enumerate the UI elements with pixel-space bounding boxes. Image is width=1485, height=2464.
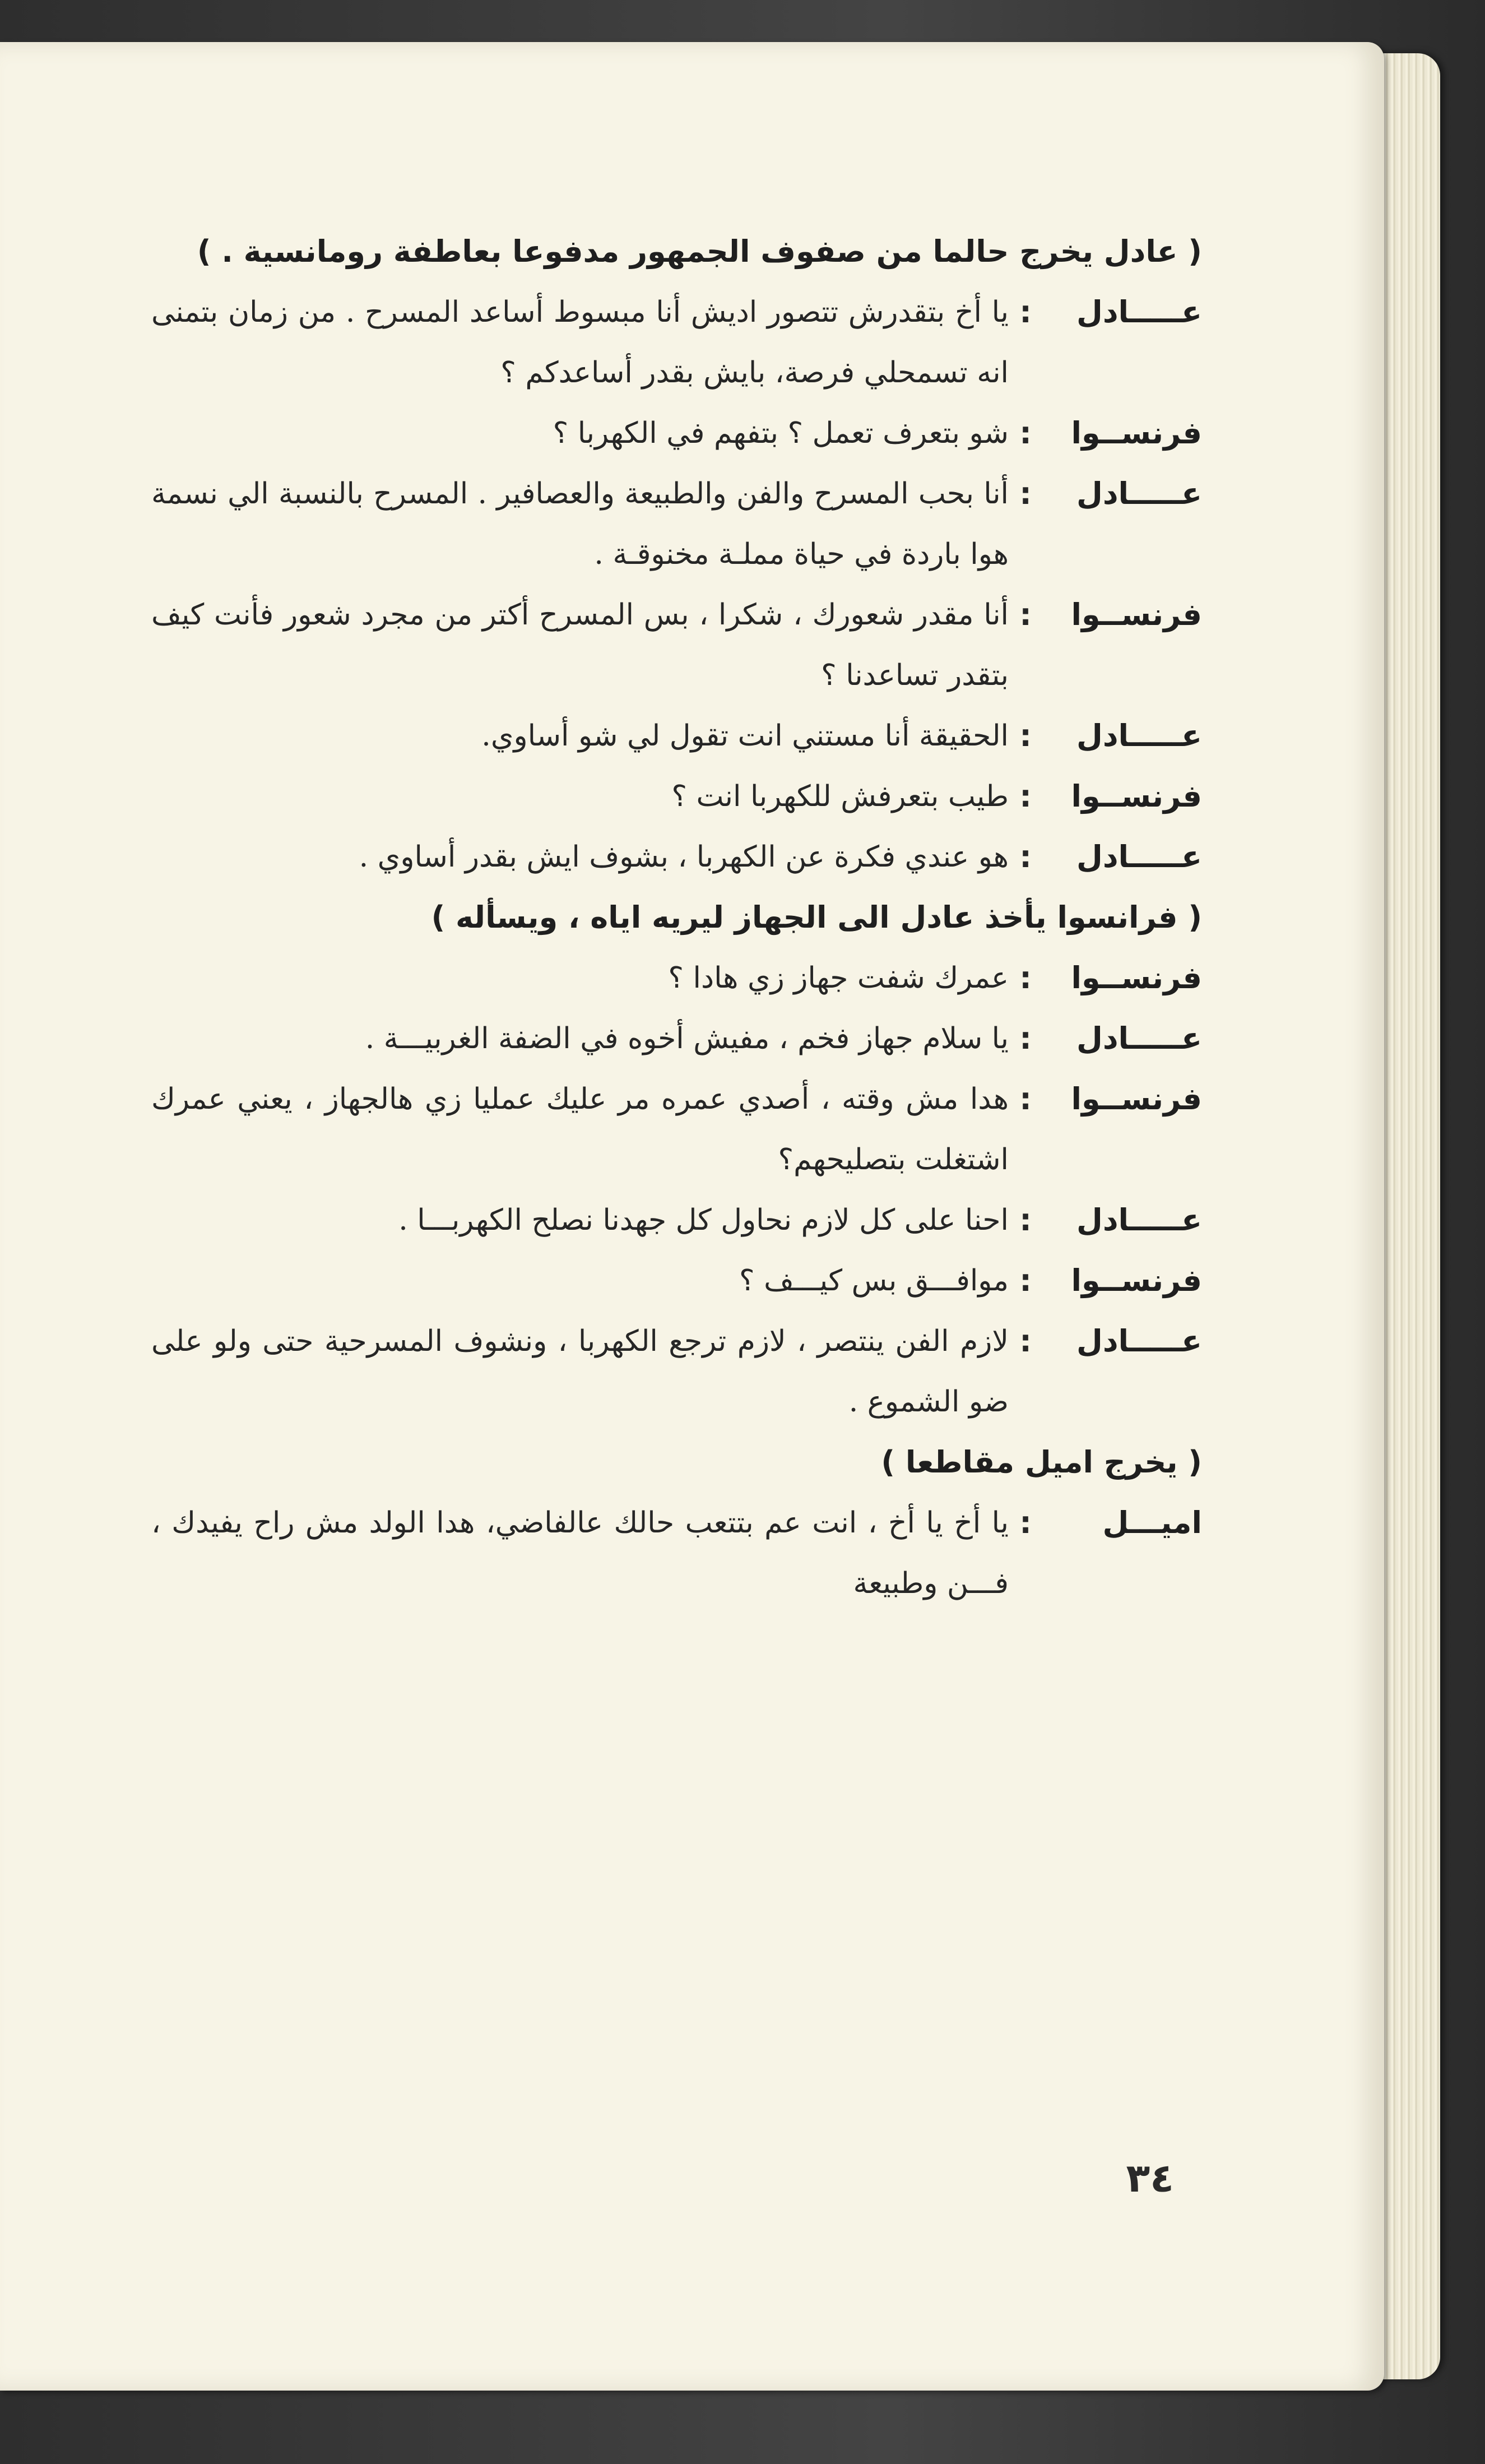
dialogue-text: يا أخ بتقدرش تتصور اديش أنا مبسوط أساعد المسرح . من زمان بتمنى انه تسمحلي فرصة، بايش بقدر أساعدكم ؟ [151,295,1009,390]
dialogue-text: طيب بتعرفش للكهربا انت ؟ [671,780,1009,813]
dialogue-line [151,1493,1202,1614]
dialogue-line [151,585,1202,706]
speaker-colon: : [1019,960,1032,995]
speaker-name: عـــــادل [1076,718,1202,753]
dialogue-line [151,403,1202,464]
dialogue-line [151,706,1202,766]
stage-direction: ( فرانسوا يأخذ عادل الى الجهاز ليريه اياه ، ويسأله ) [431,900,1202,935]
dialogue-line [151,1008,1202,1069]
speaker-name: فرنســوا [1071,597,1202,632]
dialogue-text: لازم الفن ينتصر ، لازم ترجع الكهربا ، ونشوف المسرحية حتى ولو على ضو الشموع . [151,1324,1009,1419]
dialogue-text: هدا مش وقته ، أصدي عمره مر عليك عمليا زي هالجهاز ، يعني عمرك اشتغلت بتصليحهم؟ [151,1082,1009,1177]
speaker-name: عـــــادل [1076,294,1202,330]
dialogue-text: أنا مقدر شعورك ، شكرا ، بس المسرح أكتر من مجرد شعور فأنت كيف بتقدر تساعدنا ؟ [151,598,1009,692]
dialogue-text: عمرك شفت جهاز زي هادا ؟ [668,961,1009,995]
speaker-name: فرنســوا [1071,1263,1202,1298]
speaker-colon: : [1019,779,1032,814]
speaker-colon: : [1019,1263,1032,1298]
speaker-name: فرنســوا [1071,1081,1202,1117]
speaker-colon: : [1019,1021,1032,1056]
dialogue-line [151,1250,1202,1311]
speaker-colon: : [1019,1081,1032,1117]
dialogue-text: أنا بحب المسرح والفن والطبيعة والعصافير . المسرح بالنسبة الي نسمة هوا باردة في حياة مملـة مخنوقـة . [151,477,1009,571]
dialogue-line [151,1311,1202,1432]
speaker-name: اميـــل [1102,1505,1202,1540]
speaker-name: فرنســوا [1071,779,1202,814]
dialogue-text: هو عندي فكرة عن الكهربا ، بشوف ايش بقدر أساوي . [359,840,1009,874]
speaker-colon: : [1019,1323,1032,1359]
speaker-name: عـــــادل [1076,1021,1202,1056]
dialogue-line [151,1069,1202,1190]
stage-direction: ( يخرج اميل مقاطعا ) [881,1444,1202,1480]
dialogue-text: الحقيقة أنا مستني انت تقول لي شو أساوي. [481,719,1009,753]
dialogue-text: يا أخ يا أخ ، انت عم بتتعب حالك عالفاضي، هدا الولد مش راح يفيدك ، فـــن وطبيعة [151,1506,1009,1600]
dialogue-line [151,766,1202,827]
dialogue-line [151,464,1202,585]
speaker-colon: : [1019,294,1032,330]
speaker-colon: : [1019,597,1032,632]
speaker-colon: : [1019,1505,1032,1540]
dialogue-line [151,827,1202,887]
stage-direction: ( عادل يخرج حالما من صفوف الجمهور مدفوعا بعاطفة رومانسية . ) [197,234,1202,269]
dialogue-text: احنا على كل لازم نحاول كل جهدنا نصلح الكهربـــا . [398,1203,1009,1237]
speaker-colon: : [1019,1202,1032,1238]
speaker-name: عـــــادل [1076,839,1202,874]
speaker-colon: : [1019,415,1032,451]
speaker-name: فرنســوا [1071,960,1202,995]
dialogue-text: يا سلام جهاز فخم ، مفيش أخوه في الضفة الغربيـــة . [365,1022,1009,1055]
dialogue-line [151,948,1202,1008]
speaker-colon: : [1019,718,1032,753]
page-number: ٣٤ [1126,2155,1174,2201]
dialogue-text: شو بتعرف تعمل ؟ بتفهم في الكهربا ؟ [553,416,1009,450]
speaker-colon: : [1019,839,1032,874]
speaker-name: فرنســوا [1071,415,1202,451]
speaker-name: عـــــادل [1076,476,1202,511]
speaker-name: عـــــادل [1076,1202,1202,1238]
speaker-name: عـــــادل [1076,1323,1202,1359]
dialogue-line [151,282,1202,403]
dialogue-text: موافـــق بس كيـــف ؟ [739,1264,1009,1298]
dialogue-line [151,1190,1202,1250]
script-text [151,221,1202,1614]
speaker-colon: : [1019,476,1032,511]
